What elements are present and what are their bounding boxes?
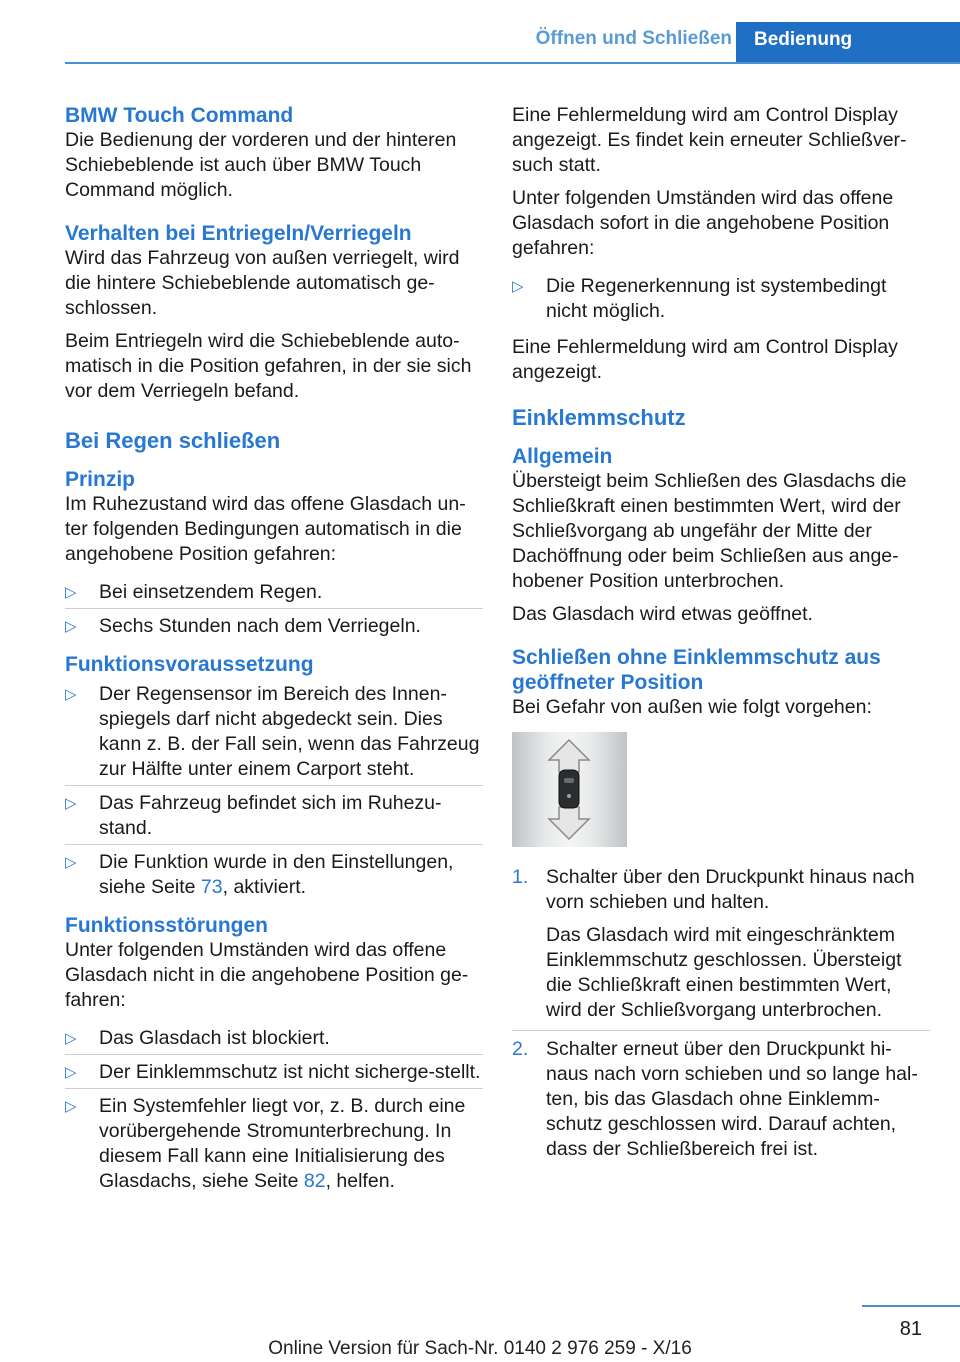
paragraph-general-1: Übersteigt beim Schließen des Glasdachs die Schließkraft einen bestimmten Wert, wird der Schließvorgang ab ungefähr der Mitte der Dachöffnung oder beim Schließen aus ange-hobener Position unterbrochen. [512, 470, 907, 592]
procedure-steps [512, 859, 930, 1165]
raised-list [512, 269, 930, 327]
heading-general: Allgemein [512, 445, 613, 468]
faults-list [65, 1021, 483, 1197]
right-column [512, 103, 930, 1165]
triangle-bullet-icon: ▷ [65, 618, 77, 635]
paragraph-raised: Unter folgenden Umständen wird das offene Glasdach sofort in die angehobene Position gefahren: [512, 187, 894, 259]
paragraph-error-1: Eine Fehlermeldung wird am Control Display angezeigt. Es findet kein erneuter Schließver-such statt. [512, 104, 907, 176]
roof-switch-icon [512, 732, 627, 847]
step-number: 1. [512, 866, 529, 888]
principle-list [65, 575, 483, 642]
list-item: ▷ Die Regenerkennung ist systembedingt nicht möglich. [512, 275, 887, 322]
heading-faults: Funktionsstörungen [65, 914, 268, 937]
paragraph-faults: Unter folgenden Umständen wird das offene Glasdach nicht in die angehobene Position ge-fahren: [65, 939, 469, 1011]
list-item: ▷ Die Funktion wurde in den Einstellungen, siehe Seite 73, aktiviert. [65, 844, 483, 903]
header-rule [65, 62, 960, 64]
heading-principle: Prinzip [65, 468, 136, 491]
page-number: 81 [899, 1318, 922, 1340]
triangle-bullet-icon: ▷ [65, 686, 77, 703]
paragraph-lock-2: Beim Entriegeln wird die Schiebeblende auto-matisch in die Position gefahren, in der sie sich vor dem Verriegeln befand. [65, 330, 472, 402]
page-link-82[interactable]: 82 [303, 1170, 326, 1192]
paragraph-principle: Im Ruhezustand wird das offene Glasdach un-ter folgenden Bedingungen automatisch in die angehobene Position gefahren: [65, 493, 466, 565]
heading-pinch-protection: Einklemmschutz [512, 405, 686, 430]
header-chapter-tab: Bedienung [736, 22, 960, 62]
list-item: ▷ Das Glasdach ist blockiert. [65, 1027, 330, 1049]
paragraph-close: Bei Gefahr von außen wie folgt vorgehen: [512, 696, 872, 718]
triangle-bullet-icon: ▷ [65, 1098, 77, 1115]
heading-close-without-protection: Schließen ohne Einklemmschutz aus geöffneter Position [512, 646, 881, 694]
heading-lock-behavior: Verhalten bei Entriegeln/Verriegeln [65, 222, 412, 245]
triangle-bullet-icon: ▷ [65, 1030, 77, 1047]
prerequisites-list [65, 677, 483, 903]
heading-touch-command: BMW Touch Command [65, 104, 294, 127]
list-item: ▷ Das Fahrzeug befindet sich im Ruhezu-stand. [65, 785, 483, 844]
list-item: ▷ Bei einsetzendem Regen. [65, 581, 323, 603]
footer-rule [862, 1305, 960, 1307]
paragraph-touch-command: Die Bedienung der vorderen und der hinteren Schiebeblende ist auch über BMW Touch Command möglich. [65, 129, 457, 201]
triangle-bullet-icon: ▷ [512, 278, 524, 295]
list-item: ▷ Sechs Stunden nach dem Verriegeln. [65, 608, 483, 642]
paragraph-lock-1: Wird das Fahrzeug von außen verriegelt, wird die hintere Schiebeblende automatisch ge-schlossen. [65, 247, 460, 319]
list-item: ▷ Ein Systemfehler liegt vor, z. B. durch eine vorübergehende Stromunterbrechung. In diesem Fall kann eine Initialisierung des Glasdachs, siehe Seite 82, helfen. [65, 1088, 483, 1197]
left-column [65, 103, 483, 1205]
page-link-73[interactable]: 73 [200, 876, 223, 898]
triangle-bullet-icon: ▷ [65, 584, 77, 601]
list-item: 1. Schalter über den Druckpunkt hinaus nach vorn schieben und halten. Das Glasdach wird mit eingeschränktem Einklemmschutz geschlossen. Übersteigt die Schließkraft einen bestimmten Wert, wird der Schließvorgang unterbrochen. [512, 866, 915, 1021]
step-number: 2. [512, 1038, 529, 1060]
footer-version-text: Online Version für Sach-Nr. 0140 2 976 259 - X/16 [268, 1338, 692, 1359]
heading-prerequisites: Funktionsvoraussetzung [65, 653, 314, 676]
list-item: 2. Schalter erneut über den Druckpunkt hi-naus nach vorn schieben und so lange hal-ten, bis das Glasdach ohne Einklemm-schutz geschlossen wird. Darauf achten, dass der Schließbereich frei ist. [512, 1030, 930, 1165]
triangle-bullet-icon: ▷ [65, 795, 77, 812]
triangle-bullet-icon: ▷ [65, 1064, 77, 1081]
list-item: ▷ Der Einklemmschutz ist nicht sicherge-stellt. [65, 1054, 483, 1088]
paragraph-general-2: Das Glasdach wird etwas geöffnet. [512, 603, 813, 625]
roof-switch-illustration [512, 732, 627, 847]
triangle-bullet-icon: ▷ [65, 854, 77, 871]
list-item: ▷ Der Regensensor im Bereich des Innen-spiegels darf nicht abgedeckt sein. Dies kann z. B. der Fall sein, wenn das Fahrzeug zur Hälfte unter einem Carport steht. [65, 683, 480, 780]
paragraph-error-2: Eine Fehlermeldung wird am Control Display angezeigt. [512, 336, 898, 383]
heading-rain-close: Bei Regen schließen [65, 428, 281, 453]
header-section-title: Öffnen und Schließen [535, 28, 732, 49]
